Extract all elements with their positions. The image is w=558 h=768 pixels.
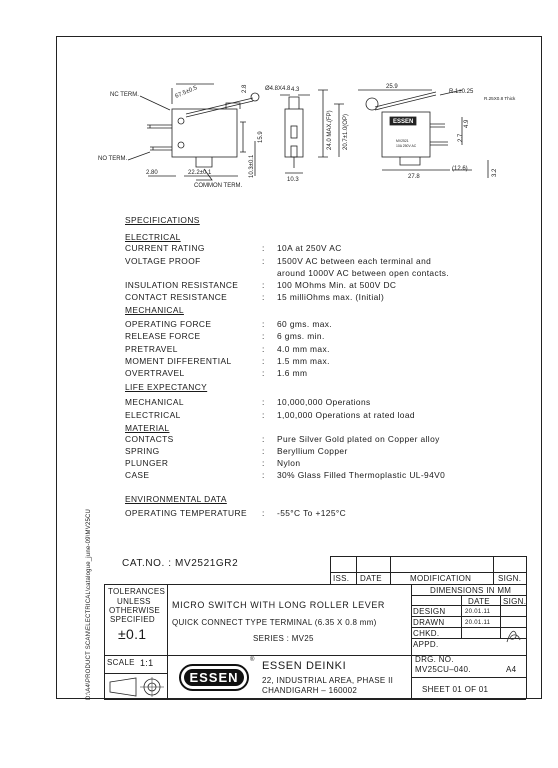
common-term-label: COMMON TERM. xyxy=(194,183,243,189)
spec-colon: : xyxy=(262,434,265,444)
spec-colon: : xyxy=(262,397,265,407)
spec-label: OVERTRAVEL xyxy=(125,368,185,378)
right-label-line-1: MV2521 xyxy=(396,139,409,143)
spec-colon: : xyxy=(262,368,265,378)
left-body xyxy=(172,109,237,157)
catalogue-number: CAT.NO. : MV2521GR2 xyxy=(122,558,239,569)
chkd-label: CHKD. xyxy=(413,629,440,638)
left-lever xyxy=(186,98,253,114)
spec-value: Beryllium Copper xyxy=(277,446,348,456)
common-terminal xyxy=(196,157,212,167)
left-hole-top xyxy=(178,118,184,124)
date-header: DATE xyxy=(468,597,490,606)
signature-mark xyxy=(504,624,522,646)
drawing-subtitle: QUICK CONNECT TYPE TERMINAL (6.35 X 0.8 mm) xyxy=(172,618,377,627)
rev-iss-header: ISS. xyxy=(333,574,350,583)
spec-colon: : xyxy=(262,280,265,290)
dim-12-6: (12.6) xyxy=(452,166,468,172)
essen-logo xyxy=(179,664,249,691)
technical-drawing xyxy=(0,0,558,210)
sheet-count: SHEET 01 OF 01 xyxy=(422,685,489,694)
right-roller xyxy=(366,98,378,110)
company-address-1: 22, INDUSTRIAL AREA, PHASE II xyxy=(262,676,394,685)
heading-environmental: ENVIRONMENTAL DATA xyxy=(125,494,227,504)
dim-fp: 24.0 MAX.(FP) xyxy=(327,110,333,150)
sheet-size: A4 xyxy=(506,665,517,674)
spec-label: CONTACT RESISTANCE xyxy=(125,292,228,302)
spec-colon: : xyxy=(262,331,265,341)
right-lever xyxy=(375,92,436,110)
spec-label: SPRING xyxy=(125,446,160,456)
spec-colon: : xyxy=(262,508,265,518)
dim-27-8: 27.8 xyxy=(408,174,420,180)
heading-life: LIFE EXPECTANCY xyxy=(125,382,208,392)
dim-op: 20.7±1.0(OP) xyxy=(343,114,349,150)
logo-text: ESSEN xyxy=(189,670,239,685)
spec-value: 1,00,000 Operations at rated load xyxy=(277,410,415,420)
dim-2-80: 2.80 xyxy=(146,170,158,176)
drawn-label: DRAWN xyxy=(413,618,445,627)
rev-modification-header: MODIFICATION xyxy=(410,574,472,583)
spec-value: 1.5 mm max. xyxy=(277,356,330,366)
right-label-line-2: 10A 250V AC xyxy=(396,144,417,148)
spec-colon: : xyxy=(262,446,265,456)
dim-10-3-left: 10.3±0.1 xyxy=(249,154,255,178)
sign-header: SIGN. xyxy=(503,597,527,606)
drg-number: MV25CU–040. xyxy=(415,665,471,674)
right-brand-text: ESSEN xyxy=(393,119,414,125)
spec-value: Pure Silver Gold plated on Copper alloy xyxy=(277,434,440,444)
design-date: 20.01.11 xyxy=(465,609,491,615)
spec-value: 1.6 mm xyxy=(277,368,308,378)
heading-material: MATERIAL xyxy=(125,423,170,433)
spec-label: ELECTRICAL xyxy=(125,410,181,420)
spec-label: VOLTAGE PROOF xyxy=(125,256,201,266)
spec-value: 4.0 mm max. xyxy=(277,344,330,354)
left-roller xyxy=(251,93,259,101)
drawing-series: SERIES : MV25 xyxy=(253,634,314,643)
tolerances-line-3: OTHERWISE xyxy=(109,606,161,615)
dim-thick: R.25X0.8 Thick xyxy=(484,96,516,101)
scale-value: 1:1 xyxy=(140,658,154,668)
no-terminal xyxy=(150,147,172,150)
dim-25-9: 25.9 xyxy=(386,84,398,90)
left-hole-bottom xyxy=(178,142,184,148)
tolerances-line-1: TOLERANCES xyxy=(108,587,166,596)
drawn-date: 20.01.11 xyxy=(465,620,491,626)
nc-term-label: NC TERM. xyxy=(110,92,139,98)
spec-label: OPERATING FORCE xyxy=(125,319,212,329)
spec-value: 15 milliOhms max. (Initial) xyxy=(277,292,385,302)
appd-label: APPD. xyxy=(413,640,439,649)
spec-label: CONTACTS xyxy=(125,434,174,444)
mid-body xyxy=(285,109,303,157)
spec-value: 1500V AC between each terminal and xyxy=(277,256,432,266)
dim-hole: Ø4.8X4.8 xyxy=(265,86,291,92)
dim-radius: R.1±0.25 xyxy=(449,89,474,95)
projection-symbol xyxy=(106,676,166,698)
dim-4-9: 4.9 xyxy=(464,119,470,128)
spec-label: PRETRAVEL xyxy=(125,344,178,354)
dim-2-7: 2.7 xyxy=(458,133,464,142)
spec-title: SPECIFICATIONS xyxy=(125,215,200,225)
spec-value: 6 gms. min. xyxy=(277,331,325,341)
spec-value: around 1000V AC between open contacts. xyxy=(277,268,450,278)
spec-colon: : xyxy=(262,410,265,420)
company-address-2: CHANDIGARH – 160002 xyxy=(262,686,358,695)
spec-value: 10,000,000 Operations xyxy=(277,397,371,407)
spec-value: 30% Glass Filled Thermoplastic UL-94V0 xyxy=(277,470,446,480)
rev-date-header: DATE xyxy=(360,574,382,583)
spec-label: MECHANICAL xyxy=(125,397,184,407)
spec-label: OPERATING TEMPERATURE xyxy=(125,508,247,518)
tolerances-line-4: SPECIFIED xyxy=(110,615,155,624)
spec-value: Nylon xyxy=(277,458,301,468)
spec-colon: : xyxy=(262,356,265,366)
heading-electrical: ELECTRICAL xyxy=(125,232,181,242)
dim-22-2: 22.2±0.1 xyxy=(188,170,212,176)
design-label: DESIGN xyxy=(413,607,446,616)
registered-mark: ® xyxy=(250,657,255,663)
dim-lever-angle: 67.5±0.5 xyxy=(174,85,199,100)
file-path-note: D:\A4\PRODUCT SCAN\ELECTRICAL\catalogue_june-09\MV25CU xyxy=(86,508,92,700)
spec-value: 100 MOhms Min. at 500V DC xyxy=(277,280,397,290)
spec-value: 10A at 250V AC xyxy=(277,243,342,253)
spec-colon: : xyxy=(262,344,265,354)
spec-colon: : xyxy=(262,292,265,302)
dim-4-3: 4.3 xyxy=(291,87,300,93)
spec-colon: : xyxy=(262,470,265,480)
spec-label: RELEASE FORCE xyxy=(125,331,201,341)
spec-colon: : xyxy=(262,256,265,266)
heading-mechanical: MECHANICAL xyxy=(125,305,184,315)
tolerance-value: ±0.1 xyxy=(118,626,147,642)
no-term-label: NO TERM. xyxy=(98,156,128,162)
spec-colon: : xyxy=(262,319,265,329)
rev-sign-header: SIGN. xyxy=(498,574,522,583)
spec-value: -55°C To +125°C xyxy=(277,508,347,518)
dim-15-9: 15.9 xyxy=(258,131,264,143)
tolerances-line-2: UNLESS xyxy=(117,597,151,606)
nc-terminal xyxy=(147,125,172,128)
spec-label: CURRENT RATING xyxy=(125,243,205,253)
company-name: ESSEN DEINKI xyxy=(262,660,347,672)
dim-10-3-mid: 10.3 xyxy=(287,177,299,183)
spec-value: 60 gms. max. xyxy=(277,319,333,329)
drawing-title: MICRO SWITCH WITH LONG ROLLER LEVER xyxy=(172,600,386,610)
dimensions-unit: DIMENSIONS IN MM xyxy=(430,586,512,595)
spec-colon: : xyxy=(262,458,265,468)
dim-3-2: 3.2 xyxy=(492,168,498,177)
drg-label: DRG. NO. xyxy=(415,655,454,664)
spec-colon: : xyxy=(262,243,265,253)
spec-label: MOMENT DIFFERENTIAL xyxy=(125,356,232,366)
scale-label: SCALE xyxy=(107,658,135,667)
spec-label: PLUNGER xyxy=(125,458,169,468)
spec-label: INSULATION RESISTANCE xyxy=(125,280,239,290)
spec-label: CASE xyxy=(125,470,150,480)
dim-2-8: 2.8 xyxy=(242,84,248,93)
